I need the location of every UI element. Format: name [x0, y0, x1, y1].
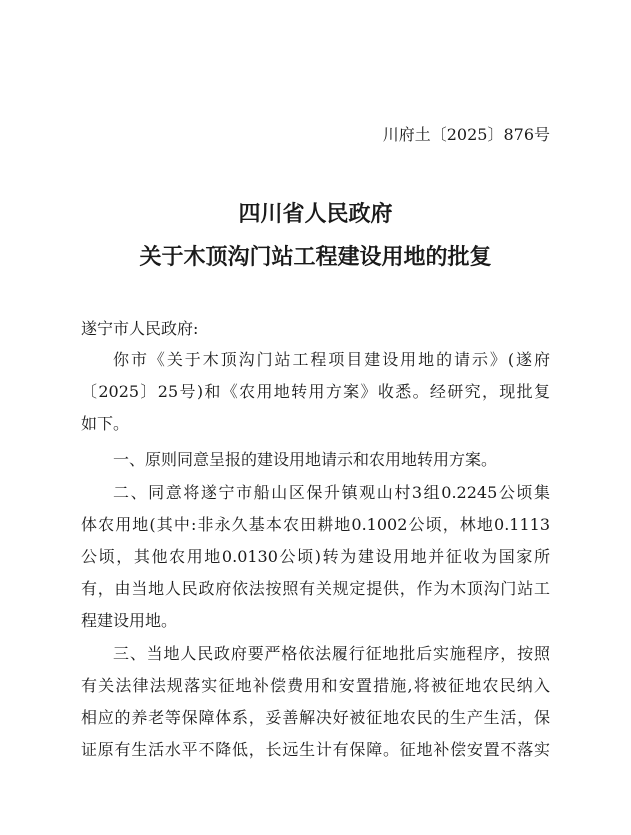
body-line: 〔2025〕25号)和《农用地转用方案》收悉。经研究，现批复 [81, 382, 550, 401]
body-line: 如下。 [81, 414, 130, 433]
body-line: 有，由当地人民政府依法按照有关规定提供，作为木顶沟门站工 [81, 579, 550, 598]
body-line: 证原有生活水平不降低，长远生计有保障。征地补偿安置不落实 [81, 740, 550, 759]
body-line: 公顷，其他农用地0.0130公顷)转为建设用地并征收为国家所 [81, 547, 550, 566]
body-line: 一、原则同意呈报的建设用地请示和农用地转用方案。 [113, 450, 498, 469]
body-line: 相应的养老等保障体系，妥善解决好被征地农民的生产生活，保 [81, 708, 550, 727]
body-line: 程建设用地。 [81, 611, 178, 630]
body-line: 三、当地人民政府要严格依法履行征地批后实施程序，按照 [113, 644, 550, 663]
body-line: 你市《关于木顶沟门站工程项目建设用地的请示》(遂府 [113, 350, 550, 369]
body-line: 体农用地(其中:非永久基本农田耕地0.1002公顷，林地0.1113 [81, 515, 550, 534]
body-line: 有关法律法规落实征地补偿费用和安置措施,将被征地农民纳入 [81, 676, 550, 695]
recipient-line: 遂宁市人民政府: [81, 319, 199, 338]
document-title-subject: 关于木顶沟门站工程建设用地的批复 [139, 245, 492, 270]
document-number: 川府土〔2025〕876号 [382, 125, 550, 144]
body-line: 二、同意将遂宁市船山区保升镇观山村3组0.2245公顷集 [113, 483, 550, 502]
document-title-issuer: 四川省人民政府 [238, 202, 393, 227]
